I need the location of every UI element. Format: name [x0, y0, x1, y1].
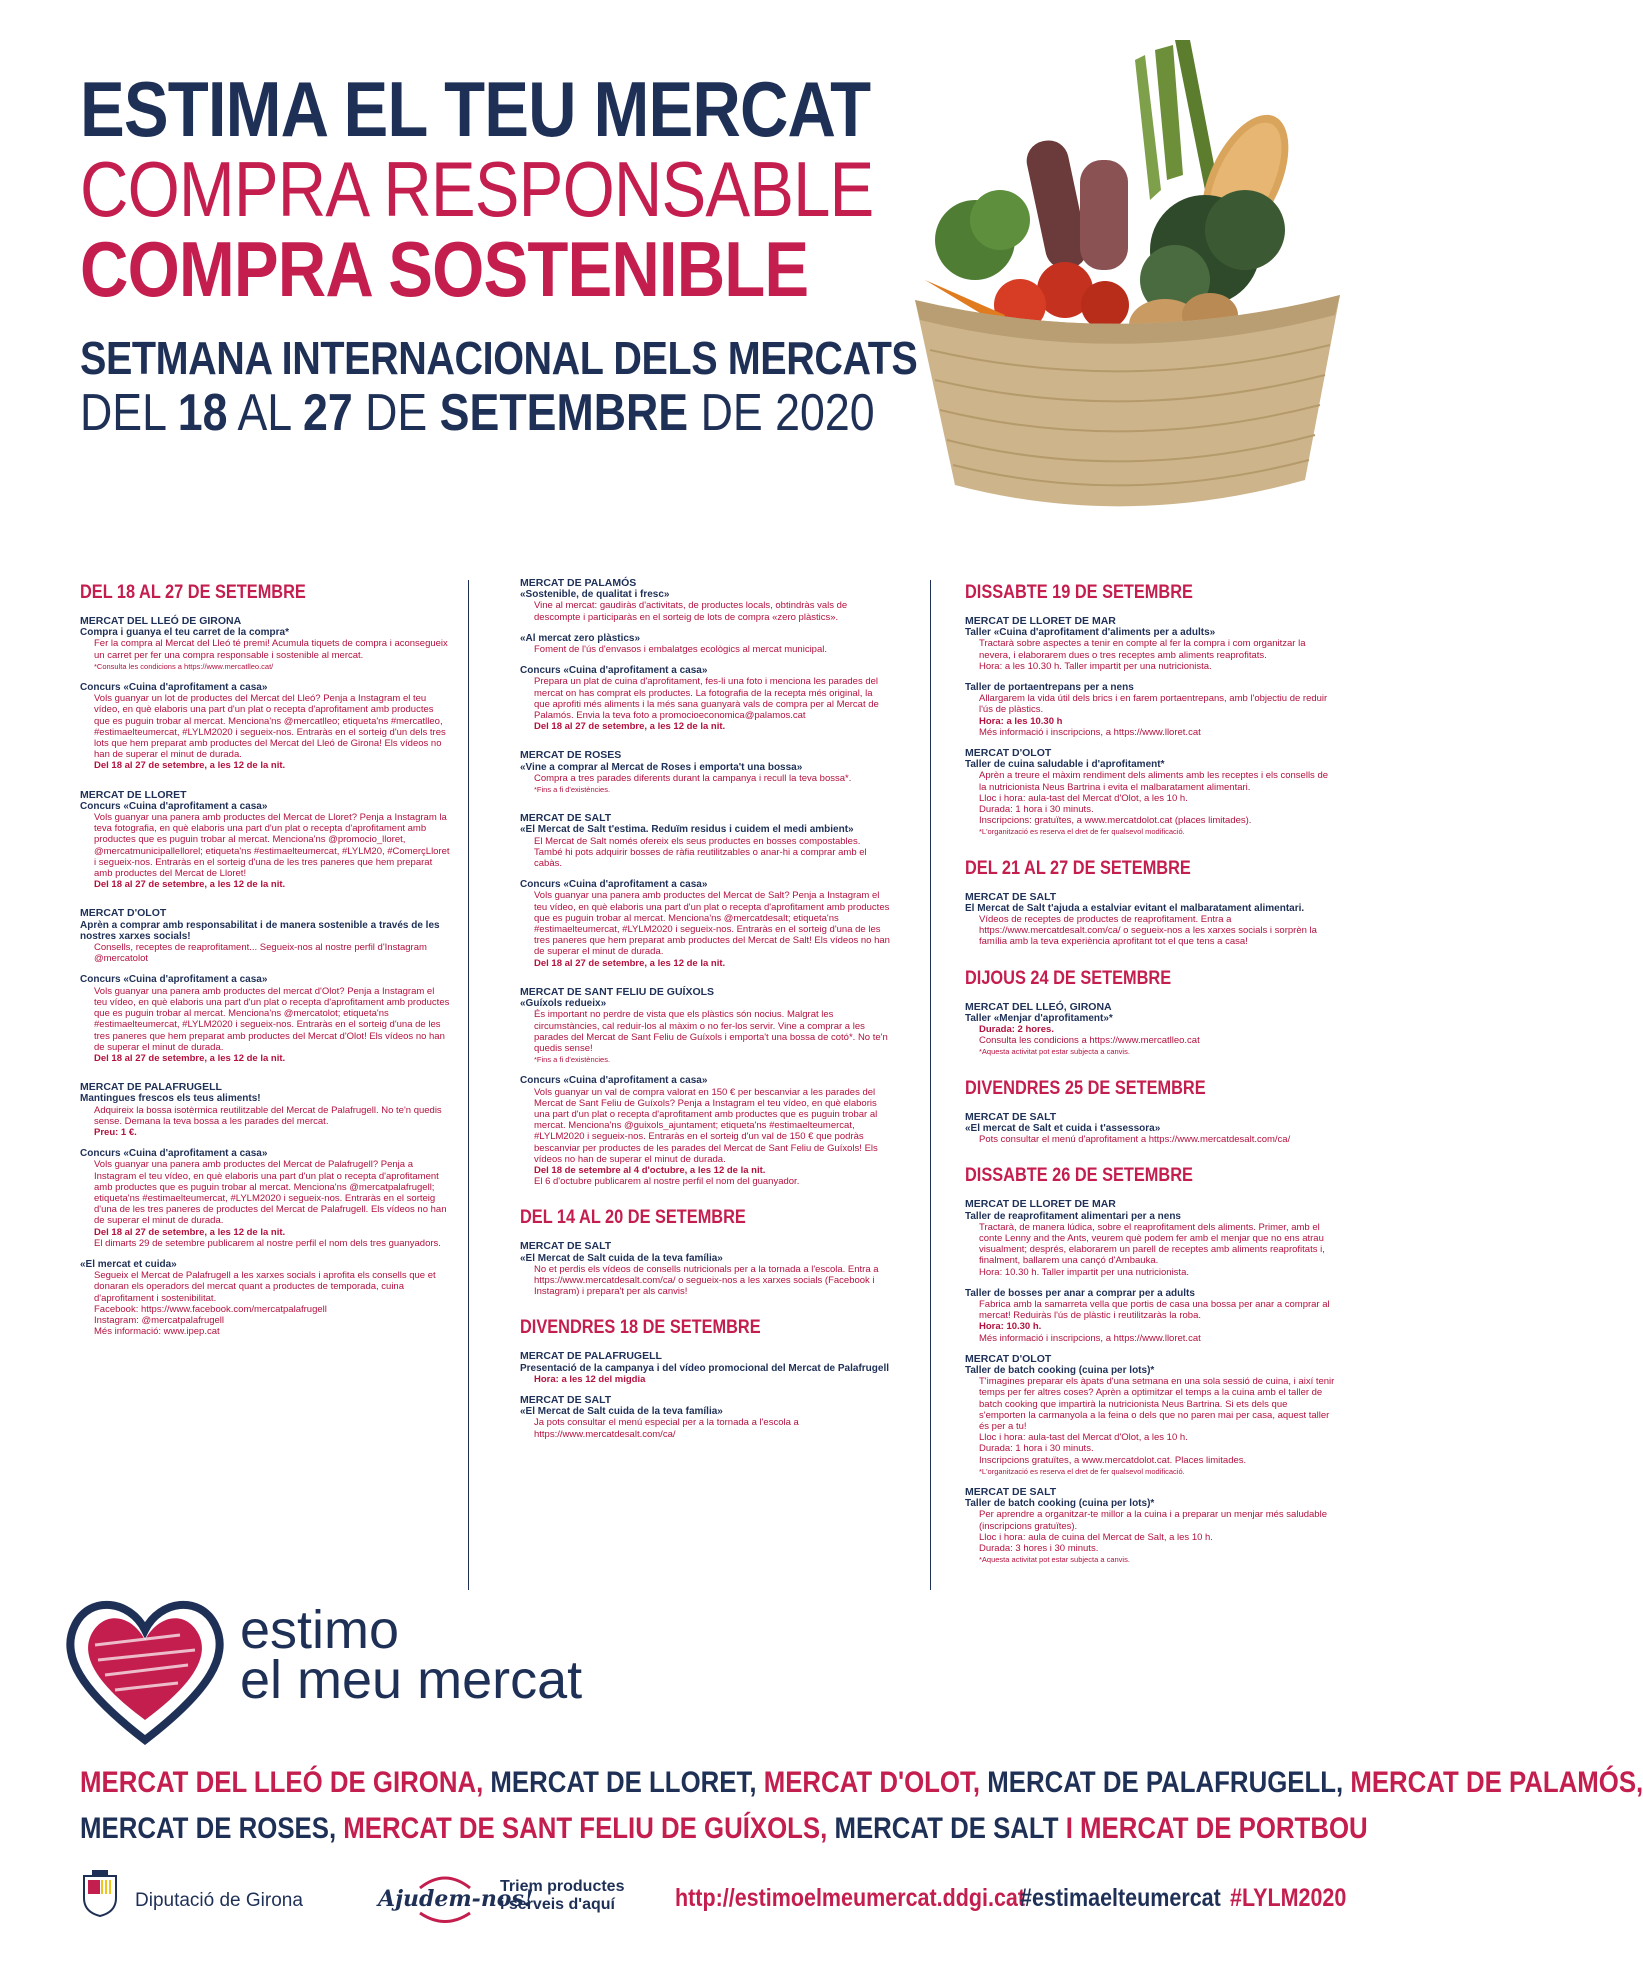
event-text: Vols guanyar una panera amb productes del Mercat de Palafrugell? Penja a Instagram el teu vídeo, en què elaboris una part d'un plat o recepta d'aprofitament amb productes que es puguin trobar al mercat. Menciona'ns @mercatpalafrugell; etiqueta'ns #estimaelteumercat, #LYLM2020 i segueix-nos. Entraràs en el sorteig d'una de les tres paneres de productes del Mercat de Palafrugell. Els vídeos no han de superar el minut de durada. — [94, 1159, 447, 1227]
event-text: Vols guanyar una panera amb productes del Mercat de Salt? Penja a Instagram el teu vídeo, en què elaboris una part d'un plat o recepta d'aprofitament amb productes que es puguin trobar al mercat. Menciona'ns @mercatdesalt; etiqueta'ns #estimaelteumercat, #LYLM2020 i segueix-nos. Entraràs en el sorteig d'una de les tres paneres que hem preparat amb productes del Mercat de Salt! Els vídeos no han de superar el minut de durada. — [534, 890, 890, 958]
event-place: Lloc i hora: aula de cuina del Mercat de Salt, a les 10 h. — [979, 1531, 1213, 1543]
hashtag-lylm2020[interactable]: #LYLM2020 — [1230, 1884, 1347, 1912]
event-date: Del 18 de setembre al 4 d'octubre, a les 12 de la nit. — [534, 1164, 766, 1176]
event-note: *Fins a fi d'existències. — [534, 1055, 611, 1065]
market-heading: MERCAT DE PALAFRUGELL — [80, 1081, 222, 1094]
event-note: *L'organització es reserva el dret de fer qualsevol modificació. — [979, 827, 1185, 837]
vegetable-basket-image — [905, 40, 1345, 530]
market-heading: MERCAT DE PALAMÓS — [520, 577, 637, 589]
diputacio-label: Diputació de Girona — [135, 1890, 303, 1911]
event-info[interactable]: Inscripcions gratuïtes, a www.mercatdolot.cat. Places limitades. — [979, 1454, 1247, 1466]
event-title: Taller de batch cooking (cuina per lots)* — [965, 1364, 1155, 1376]
column-divider — [468, 580, 469, 1590]
event-title: «El mercat de Salt et cuida i t'assessora» — [965, 1122, 1161, 1134]
market-name: MERCAT DE SANT FELIU DE GUÍXOLS, — [336, 1812, 828, 1845]
info-link[interactable]: Més informació: www.ipep.cat — [94, 1326, 220, 1338]
event-duration: Durada: 3 hores i 30 minuts. — [979, 1542, 1099, 1554]
market-name: MERCAT DE PALAMÓS, — [1343, 1766, 1643, 1799]
market-heading: MERCAT D'OLOT — [965, 1352, 1052, 1365]
event-date: Del 18 al 27 de setembre, a les 12 de la nit. — [94, 879, 286, 891]
event-info[interactable]: Més informació i inscripcions, a https://www.lloret.cat — [979, 726, 1201, 738]
market-heading: MERCAT DEL LLEÓ DE GIRONA — [80, 615, 242, 627]
event-title: «El Mercat de Salt t'estima. Reduïm residus i cuidem el medi ambient» — [520, 824, 854, 836]
market-heading: MERCAT DE PALAFRUGELL — [520, 1350, 662, 1363]
event-title: «El Mercat de Salt cuida de la teva família» — [520, 1252, 723, 1264]
event-note: *Aquesta activitat pot estar subjecta a canvis. — [979, 1555, 1130, 1565]
market-name: MERCAT DEL LLEÓ DE GIRONA, — [80, 1766, 484, 1799]
event-text: El Mercat de Salt només ofereix els seus productes en bosses compostables. També hi pots adquirir bosses de ràfia reutilitzables o anar-hi a comprar amb el cabàs. — [534, 835, 867, 870]
subtitle-dates: DEL 18 AL 27 DE SETEMBRE DE 2020 — [80, 384, 875, 442]
event-title: El Mercat de Salt t'ajuda a estalviar evitant el malbaratament alimentari. — [965, 902, 1305, 914]
participating-markets — [80, 1760, 1643, 1852]
event-title: «Vine a comprar al Mercat de Roses i emporta't una bossa» — [520, 761, 803, 773]
market-heading: MERCAT DE ROSES — [520, 749, 622, 762]
event-title: «Sostenible, de qualitat i fresc» — [520, 589, 670, 601]
event-duration: Durada: 2 hores. — [979, 1024, 1054, 1036]
event-place: Lloc i hora: aula-tast del Mercat d'Olot, a les 10 h. — [979, 792, 1188, 804]
market-heading: MERCAT DE LLORET DE MAR — [965, 1198, 1116, 1211]
event-title: Taller de cuina saludable i d'aprofitament* — [965, 759, 1165, 771]
event-title: Mantingues frescos els teus aliments! — [80, 1093, 261, 1105]
event-title: Compra i guanya el teu carret de la compra* — [80, 627, 289, 639]
event-date: Del 18 al 27 de setembre, a les 12 de la nit. — [534, 957, 726, 969]
logo-text-line2: el meu mercat — [240, 1650, 583, 1710]
header — [80, 65, 940, 442]
market-heading: MERCAT DE SALT — [520, 1240, 612, 1253]
event-text: Vine al mercat: gaudiràs d'activitats, de productes locals, obtindràs vals de descompte i participaràs en el sorteig de lots de compra «zero plàstics». — [534, 600, 848, 623]
event-time: Hora: 10.30 h. — [979, 1321, 1042, 1333]
market-heading: MERCAT DE SALT — [965, 890, 1057, 903]
event-note: *Fins a fi d'existències. — [534, 785, 611, 795]
section-heading: DISSABTE 19 DE SETEMBRE — [965, 582, 1193, 603]
event-text: Segueix el Mercat de Palafrugell a les xarxes socials i aprofita els consells que et donaran els operadors del mercat quant a productes de temporada, cuina d'aprofitament i sostenibilitat. — [94, 1270, 436, 1304]
event-title: Concurs «Cuina d'aprofitament a casa» — [80, 974, 268, 986]
facebook-link[interactable]: Facebook: https://www.facebook.com/mercatpalafrugell — [94, 1303, 327, 1315]
event-text: El dimarts 29 de setembre publicarem al nostre perfil el nom dels tres guanyadors. — [94, 1237, 441, 1249]
section-heading: DEL 21 AL 27 DE SETEMBRE — [965, 857, 1191, 879]
website-link[interactable]: http://estimoelmeumercat.ddgi.cat — [675, 1884, 1026, 1912]
market-heading: MERCAT DE LLORET DE MAR — [965, 615, 1116, 627]
column-2 — [520, 578, 890, 1440]
event-text: Allargarem la vida útil dels brics i en farem portaentrepans, amb l'objectiu de reduir l'ús de plàstics. — [979, 693, 1328, 716]
section-heading: DIJOUS 24 DE SETEMBRE — [965, 967, 1172, 989]
event-title: «El Mercat de Salt cuida de la teva família» — [520, 1406, 723, 1418]
event-title: Taller de batch cooking (cuina per lots)* — [965, 1498, 1155, 1510]
market-heading: MERCAT DE SALT — [965, 1110, 1057, 1123]
event-price: Preu: 1 €. — [94, 1126, 137, 1138]
market-name: MERCAT DE ROSES, — [80, 1812, 337, 1845]
subtitle-line1: SETMANA INTERNACIONAL DELS MERCATS — [80, 332, 918, 384]
event-text: Compra a tres parades diferents durant la campanya i recull la teva bossa*. — [534, 772, 852, 784]
event-title: «Al mercat zero plàstics» — [520, 632, 641, 644]
ajudem-logo: Ajudem-nos! — [378, 1886, 534, 1912]
event-title: Presentació de la campanya i del vídeo promocional del Mercat de Palafrugell — [520, 1362, 890, 1374]
event-text: Vols guanyar una panera amb productes del Mercat de Lloret? Penja a Instagram la teva fotografia, en què elaboris una part d'un plat o recepta d'aprofitament amb productes que es puguin trobar al mercat. Menciona'ns @promocio_lloret, @mercatmunicipallellorel; etiqueta'ns #estimaelteumercat, #LYLM20, #ComerçLloret i segueix-nos. Entraràs en el sorteig d'una de les tres paneres que hem preparat amb productes del Mercat de Lloret! — [94, 812, 450, 880]
event-text: Ja pots consultar el menú especial per a la tornada a l'escola a https://www.mercatdesalt.com/ca/ — [534, 1417, 799, 1440]
triem-text: Triem productes i serveis d'aquí — [500, 1878, 625, 1913]
event-text: Fabrica amb la samarreta vella que portis de casa una bossa per anar a comprar al mercat! Reduiràs l'ús de plàstic i reutilitzaràs la roba. — [979, 1298, 1330, 1322]
event-text: Foment de l'ús d'envasos i embalatges ecològics al mercat municipal. — [534, 644, 827, 656]
event-text: Adquireix la bossa isotèrmica reutilitzable del Mercat de Palafrugell. No te'n quedis sense. Demana la teva bossa a les parades del mercat. — [94, 1104, 442, 1127]
market-heading: MERCAT DE SALT — [965, 1485, 1057, 1498]
market-name: MERCAT D'OLOT, — [756, 1766, 981, 1799]
event-title: Concurs «Cuina d'aprofitament a casa» — [80, 800, 268, 812]
event-title: Concurs «Cuina d'aprofitament a casa» — [80, 682, 268, 694]
diputacio-shield-icon — [80, 1870, 120, 1918]
event-text: Vols guanyar un lot de productes del Mercat del Lleó? Penja a Instagram el teu vídeo, en què elaboris una part d'un plat o recepta d'aprofitament amb productes que es puguin trobar al mercat. Menciona'ns @mercatlleo; etiqueta'ns #mercatlleo, #estimaelteumercat, #LYLM2020 i segueix-nos. Entraràs en el sorteig d'un dels tres lots que hem preparat amb productes del Mercat del Lleó de Girona! Els vídeos no han de superar el minut de durada. — [94, 693, 446, 761]
event-title: Taller de reaprofitament alimentari per a nens — [965, 1210, 1181, 1222]
section-heading: DIVENDRES 25 DE SETEMBRE — [965, 1077, 1206, 1099]
event-info[interactable]: Més informació i inscripcions, a https://www.lloret.cat — [979, 1332, 1201, 1344]
event-text: Aprèn a treure el màxim rendiment dels aliments amb les receptes i els consells de la nutricionista Neus Bartrina i evita el malbaratament alimentari. — [979, 770, 1329, 793]
footer — [0, 1850, 1409, 1960]
event-duration: Durada: 1 hora i 30 minuts. — [979, 804, 1094, 816]
section-heading: DIVENDRES 18 DE SETEMBRE — [520, 1317, 761, 1339]
event-text: Vols guanyar un val de compra valorat en 150 € per bescanviar a les parades del Mercat de Sant Feliu de Guíxols? Penja a Instagram el teu vídeo, en què elaboris una part d'un plat o recepta d'aprofitament amb productes que es puguin trobar al mercat. Menciona'ns @guixols_ajuntament; etiqueta'ns #estimaelteumercat, #LYLM2020 i segueix-nos. Entraràs en el sorteig d'un val de 150 € que podràs bescanviar per productes de les parades del Mercat de Sant Feliu de Guíxols! Els vídeos no han de superar el minut de durada. — [534, 1086, 878, 1165]
event-text: Consulta les condicions a https://www.mercatlleo.cat — [979, 1035, 1200, 1047]
event-date: Del 18 al 27 de setembre, a les 12 de la nit. — [94, 760, 286, 772]
event-title: Taller de bosses per anar a comprar per a adults — [965, 1287, 1195, 1299]
event-text: Vídeos de receptes de productes de reaprofitament. Entra a https://www.mercatdesalt.com/ca/ o segueix-nos a les xarxes socials i sorprèn la família amb la teva experiència aprofitant tot el que tens a casa! — [979, 914, 1317, 948]
event-duration: Durada: 1 hora i 30 minuts. — [979, 1443, 1094, 1455]
event-time: Hora: a les 12 del migdia — [534, 1373, 646, 1385]
event-date: Del 18 al 27 de setembre, a les 12 de la nit. — [534, 721, 726, 733]
event-text: Vols guanyar una panera amb productes del mercat d'Olot? Penja a Instagram el teu vídeo, en què elaboris una part d'un plat o recepta d'aprofitament amb productes que es puguin trobar al mercat. Menciona'ns @mercatolot; etiqueta'ns #estimaelteumercat, #LYLM2020 i segueix-nos. Entraràs en el sorteig d'una de les tres paneres que hem preparat amb productes del Mercat d'Olot! Els vídeos no han de superar el minut de durada. — [94, 985, 450, 1053]
event-text: Tractarà sobre aspectes a tenir en compte al fer la compra i com organitzar la nevera, i elaborarem dues o tres receptes amb aliments reaprofitats. — [979, 638, 1306, 661]
event-info[interactable]: Inscripcions: gratuïtes, a www.mercatdolot.cat (places limitades). — [979, 815, 1252, 827]
market-heading: MERCAT DEL LLEÓ, GIRONA — [965, 1000, 1112, 1013]
event-title: Concurs «Cuina d'aprofitament a casa» — [520, 1075, 708, 1087]
event-date: Del 18 al 27 de setembre, a les 12 de la nit. — [94, 1226, 286, 1238]
event-text: No et perdis els vídeos de consells nutricionals per a la tornada a l'escola. Entra a https://www.mercatdesalt.com/ca/ o segueix-nos a les xarxes socials (Facebook i Instagram) i prepara't per als canvis! — [534, 1263, 879, 1298]
market-heading: MERCAT DE SANT FELIU DE GUÍXOLS — [520, 985, 715, 998]
event-text: Pots consultar el menú d'aprofitament a https://www.mercatdesalt.com/ca/ — [979, 1134, 1291, 1146]
event-time: Hora: a les 10.30 h. Taller impartit per una nutricionista. — [979, 660, 1212, 672]
event-note: *L'organització es reserva el dret de fer qualsevol modificació. — [979, 1466, 1185, 1476]
heart-logo-icon — [60, 1595, 230, 1745]
event-title: Aprèn a comprar amb responsabilitat i de manera sostenible a través de les nostres xarxes socials! — [80, 919, 440, 942]
market-heading: MERCAT DE LLORET — [80, 788, 187, 801]
market-name: MERCAT DE PALAFRUGELL, — [980, 1766, 1344, 1799]
instagram-link[interactable]: Instagram: @mercatpalafrugell — [94, 1314, 225, 1326]
event-text: T'imagines preparar els àpats d'una setmana en una sola sessió de cuina, i així tenir temps per fer altres coses? Aprèn a optimitzar el temps a la cuina amb el taller de batch cooking que impartirà la nutricionista Neus Bartrina. Si ets dels que s'emporten la carmanyola a la feina o dels que no paren mai per casa, aquest taller és per a tu! — [979, 1376, 1335, 1432]
event-text: El 6 d'octubre publicarem al nostre perfil el nom del guanyador. — [534, 1176, 800, 1188]
section-heading: DEL 18 AL 27 DE SETEMBRE — [80, 582, 306, 603]
hashtag-estimaelteumercat[interactable]: #estimaelteumercat — [1020, 1884, 1221, 1912]
event-text: Fer la compra al Mercat del Lleó té premi! Acumula tiquets de compra i aconsegueix un carret per fer una compra responsable i sostenible al mercat. — [94, 638, 448, 661]
column-3 — [965, 580, 1335, 1565]
event-note: *Consulta les condicions a https://www.mercatlleo.cat/ — [94, 661, 274, 671]
column-divider — [930, 580, 931, 1590]
market-name: MERCAT DE SALT — [827, 1812, 1059, 1845]
title-line2: COMPRA RESPONSABLE — [80, 145, 874, 233]
markets-line-1 — [80, 1760, 1643, 1806]
event-text: Prepara un plat de cuina d'aprofitament, fes-li una foto i menciona les parades del mercat on has comprat els productes. La fotografia de la recepta més original, la que aprofiti més aliments i la més sana guanyarà vals de compra per al Mercat de Palamós. Envia la teva foto a promocioeconomica@palamos.cat — [534, 676, 879, 722]
logo-text-line1: estimo — [240, 1600, 400, 1660]
event-text: Per aprendre a organitzar-te millor a la cuina i a preparar un menjar més saludable (inscripcions gratuïtes). — [979, 1509, 1327, 1532]
market-heading: MERCAT DE SALT — [520, 1393, 612, 1406]
section-heading: DEL 14 AL 20 DE SETEMBRE — [520, 1207, 746, 1229]
event-time: Hora: a les 10.30 h — [979, 715, 1063, 727]
event-time: Hora: 10.30 h. Taller impartit per una nutricionista. — [979, 1266, 1189, 1278]
event-text: Consells, receptes de reaprofitament... Segueix-nos al nostre perfil d'Instagram @mercatolot — [94, 942, 427, 965]
market-name: MERCAT DE LLORET, — [483, 1766, 757, 1799]
event-text: És important no perdre de vista que els plàstics són nocius. Malgrat les circumstàncies, cal reduir-los al màxim o no fer-los servir. Vine a comprar a les parades del Mercat de Sant Feliu de Guíxols i emporta't una bossa de cotó*. No te'n quedis sense! — [534, 1009, 888, 1054]
title-line3: COMPRA SOSTENIBLE — [80, 225, 809, 313]
recycle-arrows-icon — [410, 1868, 480, 1930]
title-line1: ESTIMA EL TEU MERCAT — [80, 65, 871, 153]
event-title: Taller «Cuina d'aprofitament d'aliments per a adults» — [965, 627, 1216, 639]
section-heading: DISSABTE 26 DE SETEMBRE — [965, 1165, 1193, 1187]
event-title: Taller de portaentrepans per a nens — [965, 682, 1134, 694]
event-title: Concurs «Cuina d'aprofitament a casa» — [80, 1148, 268, 1160]
event-title: «Guíxols redueix» — [520, 998, 607, 1010]
market-heading: MERCAT D'OLOT — [80, 907, 167, 920]
event-title: Concurs «Cuina d'aprofitament a casa» — [520, 665, 708, 677]
event-title: Concurs «Cuina d'aprofitament a casa» — [520, 879, 708, 891]
column-1 — [80, 580, 450, 1337]
event-date: Del 18 al 27 de setembre, a les 12 de la nit. — [94, 1052, 286, 1064]
markets-line-2 — [80, 1806, 1368, 1852]
market-heading: MERCAT D'OLOT — [965, 747, 1052, 760]
market-name: I MERCAT DE PORTBOU — [1058, 1812, 1368, 1845]
event-text: Tractarà, de manera lúdica, sobre el reaprofitament dels aliments. Primer, amb el conte Lenny and the Ants, veurem què podem fer amb el menjar que no ens atrau visualment; després, elaborarem un parell de receptes amb aliments reaprofitats i, finalment, ballarem una cançó d'Ambauka. — [979, 1221, 1325, 1267]
event-title: Taller «Menjar d'aprofitament»* — [965, 1012, 1113, 1024]
event-title: «El mercat et cuida» — [80, 1258, 177, 1270]
market-heading: MERCAT DE SALT — [520, 812, 612, 825]
event-note: *Aquesta activitat pot estar subjecta a canvis. — [979, 1047, 1130, 1057]
event-place: Lloc i hora: aula-tast del Mercat d'Olot, a les 10 h. — [979, 1432, 1188, 1444]
